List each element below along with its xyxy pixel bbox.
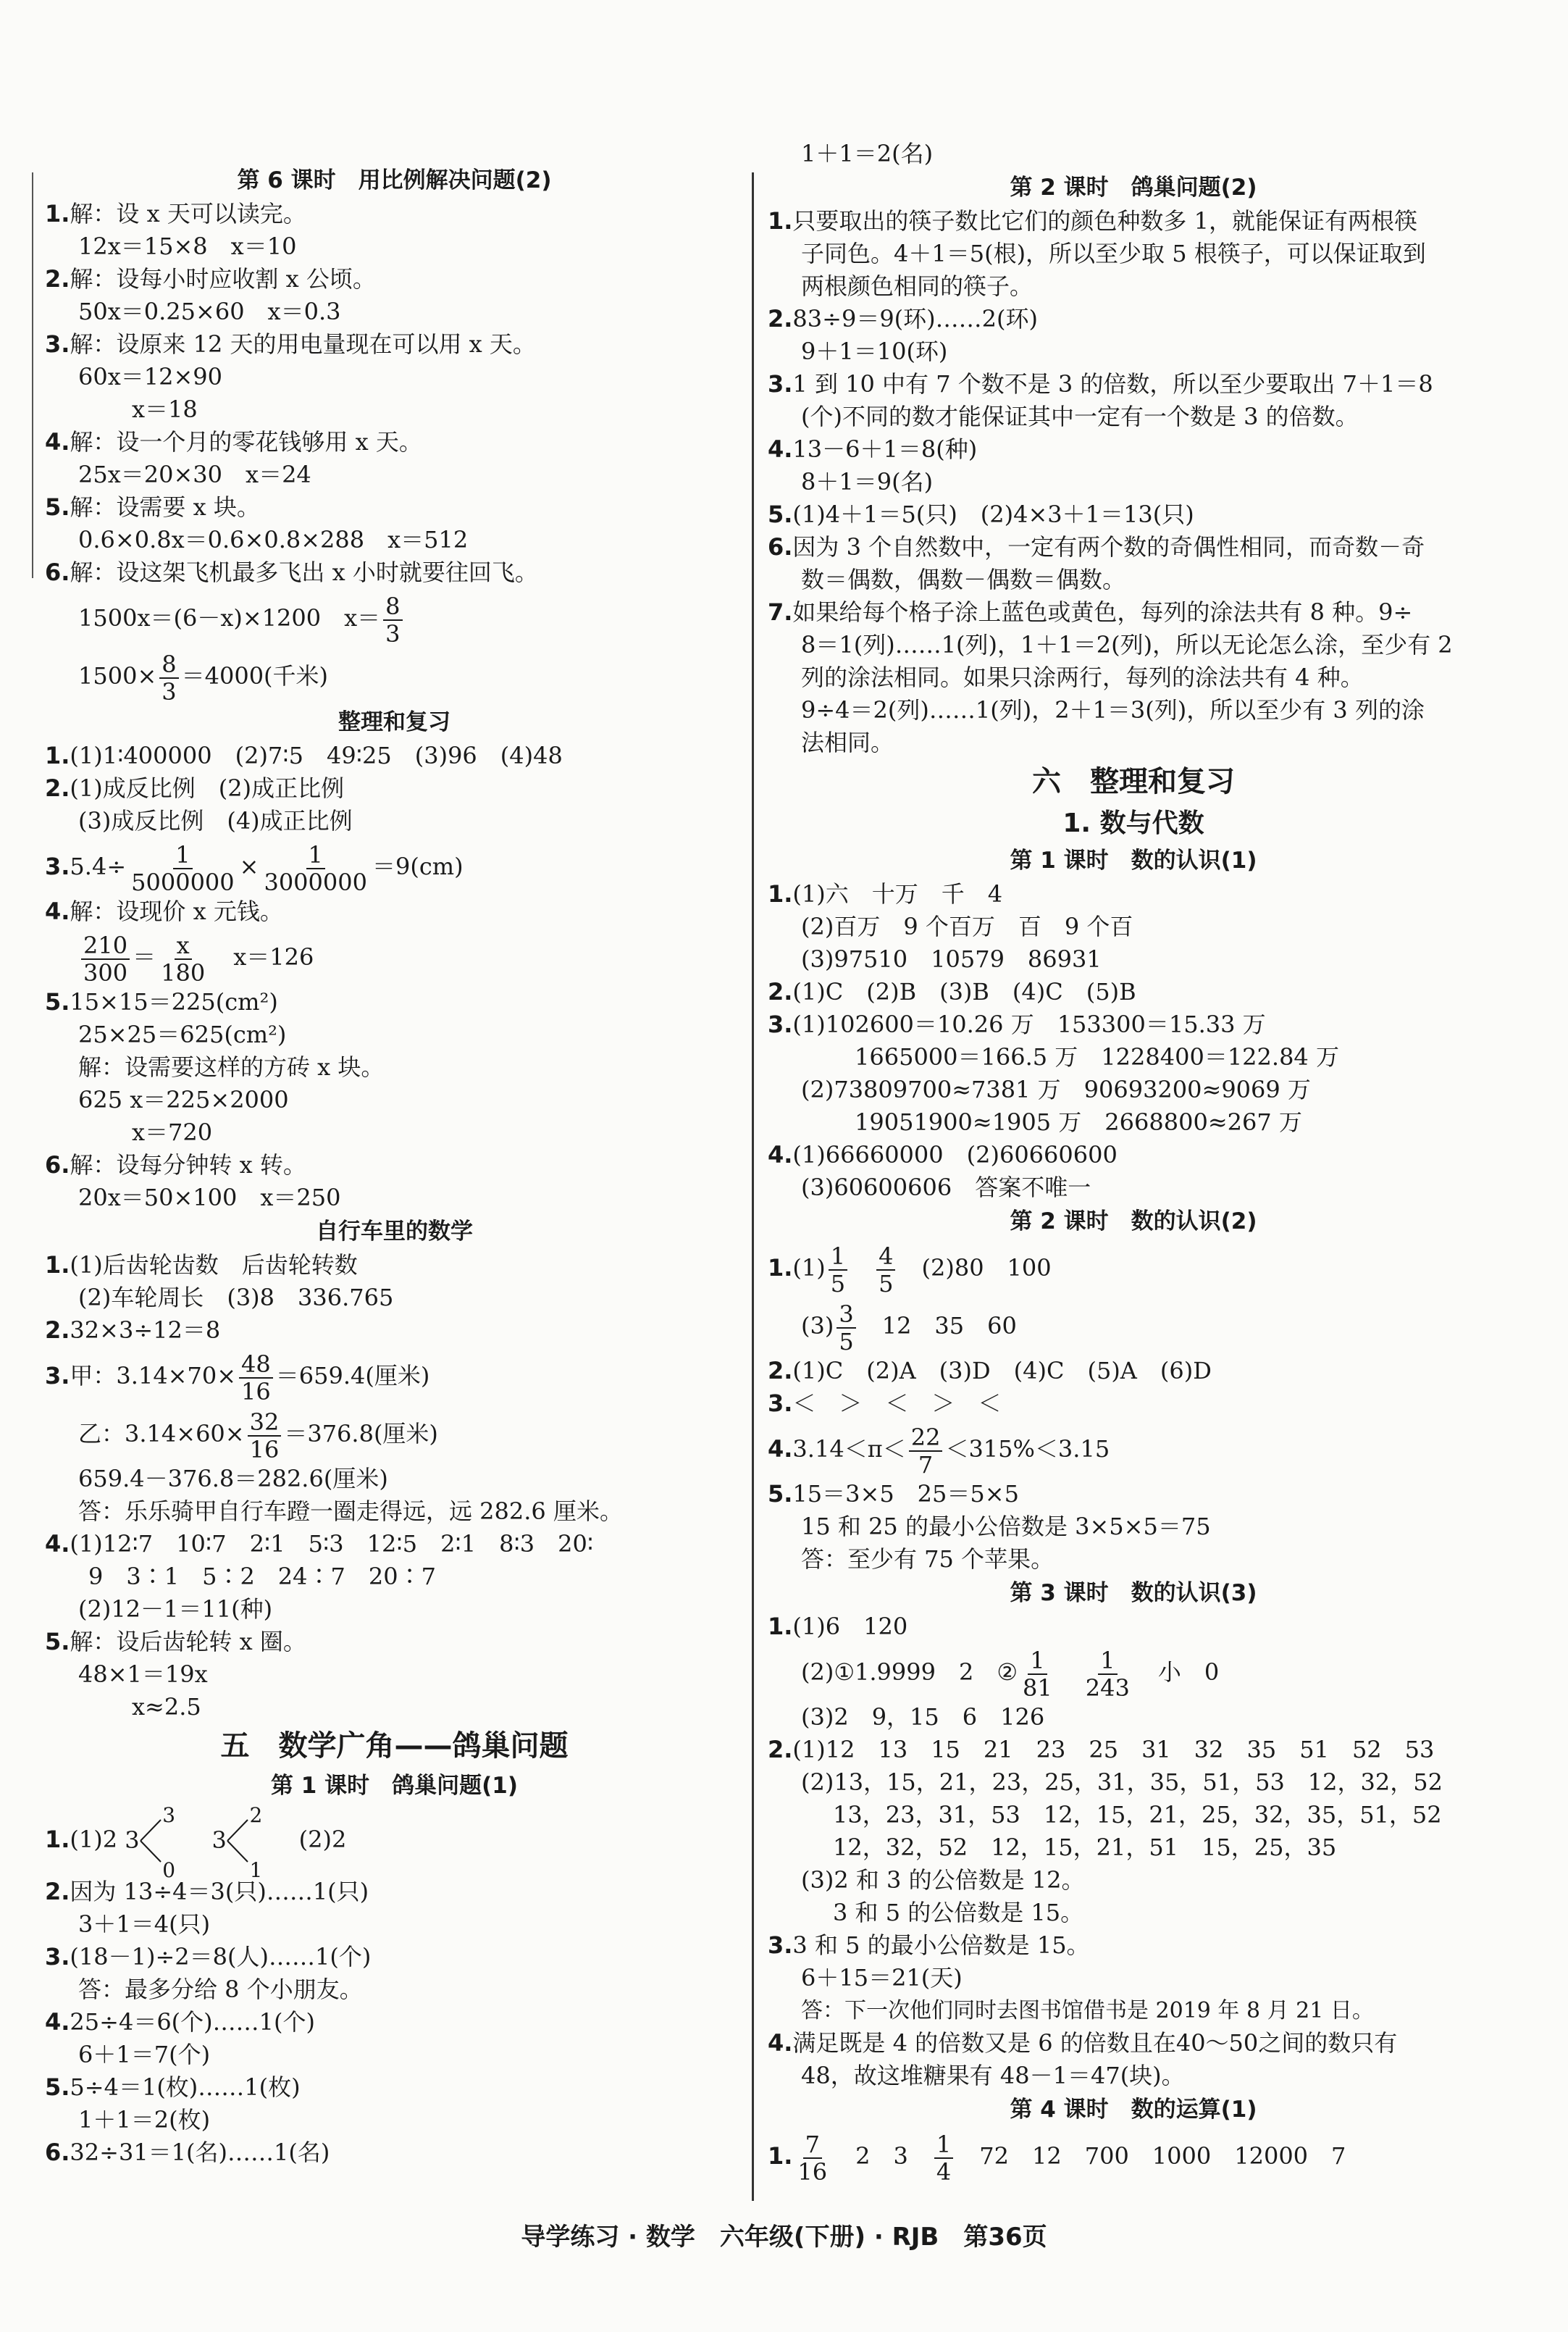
answer-line: x＝720 — [132, 1119, 213, 1146]
answer-line: 3.3 和 5 的最小公倍数是 15。 — [768, 1931, 1090, 1959]
answer-line: 1＋1＝2(枚) — [78, 2106, 211, 2134]
answer-line: 15 和 25 的最小公倍数是 3×5×5＝75 — [801, 1513, 1211, 1540]
answer-line: 9÷4＝2(列)……1(列)，2＋1＝3(列)，所以至少有 3 列的涂 — [801, 696, 1425, 724]
answer-line: 答：下一次他们同时去图书馆借书是 2019 年 8 月 21 日。 — [801, 1998, 1374, 2023]
answer-line: 4.解：设一个月的零花钱够用 x 天。 — [45, 428, 422, 456]
answer-line: 13，23，31，53 12，15，21，25，32，35，51，52 — [833, 1801, 1442, 1829]
answer-line: 625 x＝225×2000 — [78, 1086, 289, 1113]
answer-line: 1.只要取出的筷子数比它们的颜色种数多 1，就能保证有两根筷 — [768, 207, 1417, 235]
answer-line: 解：设需要这样的方砖 x 块。 — [78, 1053, 385, 1081]
answer-line: 1500× $\frac{8}{3}$ ＝4000(千米) — [78, 650, 329, 706]
answer-line: 2.(1)C (2)A (3)D (4)C (5)A (6)D — [768, 1357, 1212, 1384]
answer-line: 3.5.4÷ $\frac{1}{5000000}$ × $\frac{1}{3000000}$ ＝9(cm) — [45, 840, 464, 896]
answer-line: (3)2 和 3 的公倍数是 12。 — [801, 1866, 1085, 1894]
subunit-title-numbers-algebra: 1. 数与代数 — [1062, 808, 1204, 838]
answer-line: 3.甲：3.14×70× $\frac{48}{16}$ ＝659.4(厘米) — [45, 1350, 430, 1405]
answer-line: 4.25÷4＝6(个)……1(个) — [45, 2008, 315, 2036]
answer-line: 2.解：设每小时应收割 x 公顷。 — [45, 265, 376, 293]
answer-line: 48，故这堆糖果有 48－1＝47(块)。 — [801, 2062, 1185, 2089]
answer-line: 答：至少有 75 个苹果。 — [801, 1545, 1055, 1573]
fraction: $\frac{1}{81}$ — [1023, 1646, 1052, 1702]
fraction: $\frac{1}{243}$ — [1085, 1646, 1130, 1702]
answer-line: 2.(1)C (2)B (3)B (4)C (5)B — [768, 978, 1136, 1006]
answer-line: 3.(1)102600＝10.26 万 153300＝15.33 万 — [768, 1011, 1266, 1038]
answer-line: 5.15＝3×5 25＝5×5 — [768, 1480, 1019, 1508]
fraction: $\frac{48}{16}$ — [239, 1351, 273, 1405]
answer-line: 2.(1)12 13 15 21 23 25 31 32 35 51 52 53 — [768, 1736, 1435, 1763]
answer-line: (3)2 9，15 6 126 — [801, 1703, 1045, 1731]
answer-line: 乙：3.14×60× $\frac{32}{16}$ ＝376.8(厘米) — [78, 1408, 438, 1463]
answer-line: 1665000＝166.5 万 1228400＝122.84 万 — [855, 1043, 1339, 1071]
answer-line: 1.(1) $\frac{1}{5}$ $\frac{4}{5}$ (2)80 100 — [768, 1242, 1052, 1297]
answer-line: 48×1＝19x — [78, 1660, 208, 1688]
answer-line: 4.满足既是 4 的倍数又是 6 的倍数且在40～50之间的数只有 — [768, 2029, 1398, 2057]
left-margin-rule — [32, 172, 33, 578]
answer-line: 4.13－6＋1＝8(种) — [768, 435, 978, 463]
answer-line: 6＋15＝21(天) — [801, 1964, 963, 1992]
fraction: $\frac{3}{5}$ — [837, 1301, 855, 1355]
answer-line: 1.(1)1∶400000 (2)7∶5 49∶25 (3)96 (4)48 — [45, 742, 563, 769]
section-title-number-recognition-1: 第 1 课时 数的认识(1) — [1010, 848, 1257, 874]
answer-line: 25x＝20×30 x＝24 — [78, 461, 311, 488]
section-title-number-recognition-2: 第 2 课时 数的认识(2) — [1010, 1208, 1257, 1234]
answer-line: 6.32÷31＝1(名)……1(名) — [45, 2139, 330, 2166]
answer-line: 2.(1)成反比例 (2)成正比例 — [45, 774, 345, 802]
answer-line: 4.(1)12∶7 10∶7 2∶1 5∶3 12∶5 2∶1 8∶3 20∶ — [45, 1530, 594, 1558]
branch-diagram: 3 3 0 — [125, 1802, 176, 1882]
answer-line: (2)百万 9 个百万 百 9 个百 — [801, 913, 1133, 940]
answer-line: 659.4－376.8＝282.6(厘米) — [78, 1465, 388, 1492]
answer-line: (2)车轮周长 (3)8 336.765 — [78, 1284, 394, 1311]
answer-line: 8＋1＝9(名) — [801, 468, 934, 496]
fraction: $\frac{x}{180}$ — [161, 931, 206, 987]
unit-title-review: 六 整理和复习 — [1032, 765, 1235, 798]
answer-line: 5.(1)4＋1＝5(只) (2)4×3＋1＝13(只) — [768, 501, 1194, 528]
answer-line: (3) $\frac{3}{5}$ 12 35 60 — [801, 1300, 1017, 1355]
answer-line: 2.83÷9＝9(环)……2(环) — [768, 305, 1038, 333]
answer-line: (2)12－1＝11(种) — [78, 1595, 273, 1623]
fraction: $\frac{4}{5}$ — [876, 1243, 895, 1297]
answer-line: 6.解：设每分钟转 x 转。 — [45, 1151, 306, 1179]
answer-line: 3.1 到 10 中有 7 个数不是 3 的倍数，所以至少要取出 7＋1＝8 — [768, 370, 1433, 398]
answer-line: (3)成反比例 (4)成正比例 — [78, 807, 353, 835]
answer-line: 12x＝15×8 x＝10 — [78, 233, 297, 260]
fraction: $\frac{210}{300}$ — [81, 932, 130, 986]
answer-line: 3.解：设原来 12 天的用电量现在可以用 x 天。 — [45, 330, 536, 358]
answer-line: 5.解：设需要 x 块。 — [45, 493, 260, 521]
answer-line: (2)13，15，21，23，25，31，35，51，53 12，32，52 — [801, 1768, 1443, 1796]
fraction: $\frac{32}{16}$ — [248, 1409, 282, 1463]
section-title-review: 整理和复习 — [338, 709, 450, 735]
answer-line: 3 和 5 的公倍数是 15。 — [833, 1899, 1084, 1926]
answer-line: (2)①1.9999 2 ② $\frac{1}{81}$ $\frac{1}{243}$ 小 0 — [801, 1646, 1220, 1702]
answer-line: 5.解：设后齿轮转 x 圈。 — [45, 1628, 306, 1655]
page-footer: 导学练习 · 数学 六年级(下册) · RJB 第36页 — [521, 2223, 1047, 2252]
answer-line: 25×25＝625(cm²) — [78, 1021, 287, 1048]
section-title-pigeonhole-1: 第 1 课时 鸽巢问题(1) — [270, 1773, 519, 1799]
answer-line: 6.因为 3 个自然数中，一定有两个数的奇偶性相同，而奇数－奇 — [768, 533, 1425, 561]
answer-line: 1.(1)后齿轮齿数 后齿轮转数 — [45, 1251, 358, 1279]
answer-line: 3.＜ ＞ ＜ ＞ ＜ — [768, 1389, 1002, 1417]
fraction: $\frac{7}{16}$ — [797, 2130, 828, 2186]
answer-line: 1. $\frac{7}{16}$ 2 3 $\frac{1}{4}$ 72 12 700 1000 12000 7 — [768, 2130, 1346, 2186]
branch-lines — [139, 1817, 164, 1865]
answer-line: 答：最多分给 8 个小朋友。 — [78, 1976, 363, 2003]
fraction: $\frac{1}{5}$ — [829, 1243, 847, 1297]
answer-line: 列的涂法相同。如果只涂两行，每列的涂法共有 4 种。 — [801, 664, 1364, 691]
branch-lines — [226, 1817, 251, 1865]
fraction: $\frac{1}{5000000}$ — [131, 840, 235, 896]
answer-line: 5.15×15＝225(cm²) — [45, 988, 278, 1016]
answer-line: x＝18 — [132, 396, 198, 423]
answer-line: 6＋1＝7(个) — [78, 2041, 211, 2068]
answer-line: 9＋1＝10(环) — [801, 338, 948, 365]
fraction: $\frac{8}{3}$ — [383, 593, 402, 647]
answer-line: 6.解：设这架飞机最多飞出 x 小时就要往回飞。 — [45, 559, 538, 586]
column-separator — [752, 172, 754, 2201]
answer-line: 答：乐乐骑甲自行车蹬一圈走得远，远 282.6 厘米。 — [78, 1497, 623, 1525]
answer-line: 3＋1＝4(只) — [78, 1910, 211, 1938]
fraction: $\frac{1}{3000000}$ — [264, 840, 367, 896]
section-title-number-recognition-3: 第 3 课时 数的认识(3) — [1010, 1580, 1257, 1606]
left-column — [45, 163, 744, 2169]
answer-line: 4.(1)66660000 (2)60660600 — [768, 1141, 1118, 1169]
answer-line: 0.6×0.8x＝0.6×0.8×288 x＝512 — [78, 526, 469, 553]
fraction: $\frac{1}{4}$ — [934, 2131, 953, 2185]
unit-title-pigeonhole: 五 数学广角——鸽巢问题 — [220, 1729, 569, 1763]
answer-line: 4.解：设现价 x 元钱。 — [45, 898, 283, 925]
answer-line: 2.因为 13÷4＝3(只)……1(只) — [45, 1878, 369, 1905]
answer-line: 8＝1(列)……1(列)，1＋1＝2(列)，所以无论怎么涂，至少有 2 — [801, 631, 1453, 659]
answer-line: 3.(18－1)÷2＝8(人)……1(个) — [45, 1943, 372, 1971]
answer-line: 1＋1＝2(名) — [801, 140, 934, 167]
section-title-operations-1: 第 4 课时 数的运算(1) — [1010, 2097, 1257, 2123]
section-title-bicycle-math: 自行车里的数学 — [316, 1219, 473, 1245]
answer-line: 4.3.14＜π＜ $\frac{22}{7}$ ＜315%＜3.15 — [768, 1423, 1110, 1479]
answer-line: (个)不同的数才能保证其中一定有一个数是 3 的倍数。 — [801, 403, 1359, 430]
answer-line: 子同色。4＋1＝5(根)，所以至少取 5 根筷子，可以保证取到 — [801, 240, 1426, 267]
answer-line: 1.解：设 x 天可以读完。 — [45, 200, 306, 227]
answer-line: 60x＝12×90 — [78, 363, 223, 390]
answer-line: $\frac{210}{300}$ ＝ $\frac{x}{180}$ x＝126 — [45, 928, 744, 986]
answer-line: (3)60600606 答案不唯一 — [801, 1174, 1091, 1201]
answer-line: 20x＝50×100 x＝250 — [78, 1184, 341, 1211]
answer-line: x≈2.5 — [132, 1693, 201, 1721]
section-title-pigeonhole-2: 第 2 课时 鸽巢问题(2) — [1010, 175, 1257, 201]
answer-line: 法相同。 — [801, 729, 894, 756]
fraction: $\frac{8}{3}$ — [159, 651, 178, 705]
answer-line: (3)97510 10579 86931 — [801, 945, 1102, 973]
fraction: $\frac{22}{7}$ — [909, 1424, 943, 1478]
answer-line: 数＝偶数，偶数－偶数＝偶数。 — [801, 566, 1126, 593]
answer-line: 两根颜色相同的筷子。 — [801, 272, 1034, 300]
branch-diagram: 3 2 1 — [211, 1802, 263, 1882]
answer-line: 50x＝0.25×60 x＝0.3 — [78, 298, 341, 325]
answer-line: 1.(1)六 十万 千 4 — [768, 880, 1003, 908]
answer-line: 9 3∶1 5∶2 24∶7 20∶7 — [88, 1563, 436, 1590]
answer-line: 2.32×3÷12＝8 — [45, 1316, 221, 1344]
answer-line: 1.(1)6 120 — [768, 1613, 908, 1640]
answer-line: 7.如果给每个格子涂上蓝色或黄色，每列的涂法共有 8 种。9÷ — [768, 598, 1413, 626]
answer-line: 5.5÷4＝1(枚)……1(枚) — [45, 2073, 301, 2101]
section-title-lesson6: 第 6 课时 用比例解决问题(2) — [237, 167, 552, 193]
right-column — [768, 138, 1499, 2185]
answer-line: 19051900≈1905 万 2668800≈267 万 — [855, 1108, 1302, 1136]
answer-line: 1500x＝(6－x)×1200 x＝ $\frac{8}{3}$ — [45, 589, 744, 647]
answer-line: (2)73809700≈7381 万 90693200≈9069 万 — [801, 1076, 1311, 1103]
answer-line: 1.(1)2 3 3 0 3 2 1 (2)2 — [45, 1802, 347, 1882]
answer-line: 12，32，52 12，15，21，51 15，25，35 — [833, 1834, 1337, 1861]
